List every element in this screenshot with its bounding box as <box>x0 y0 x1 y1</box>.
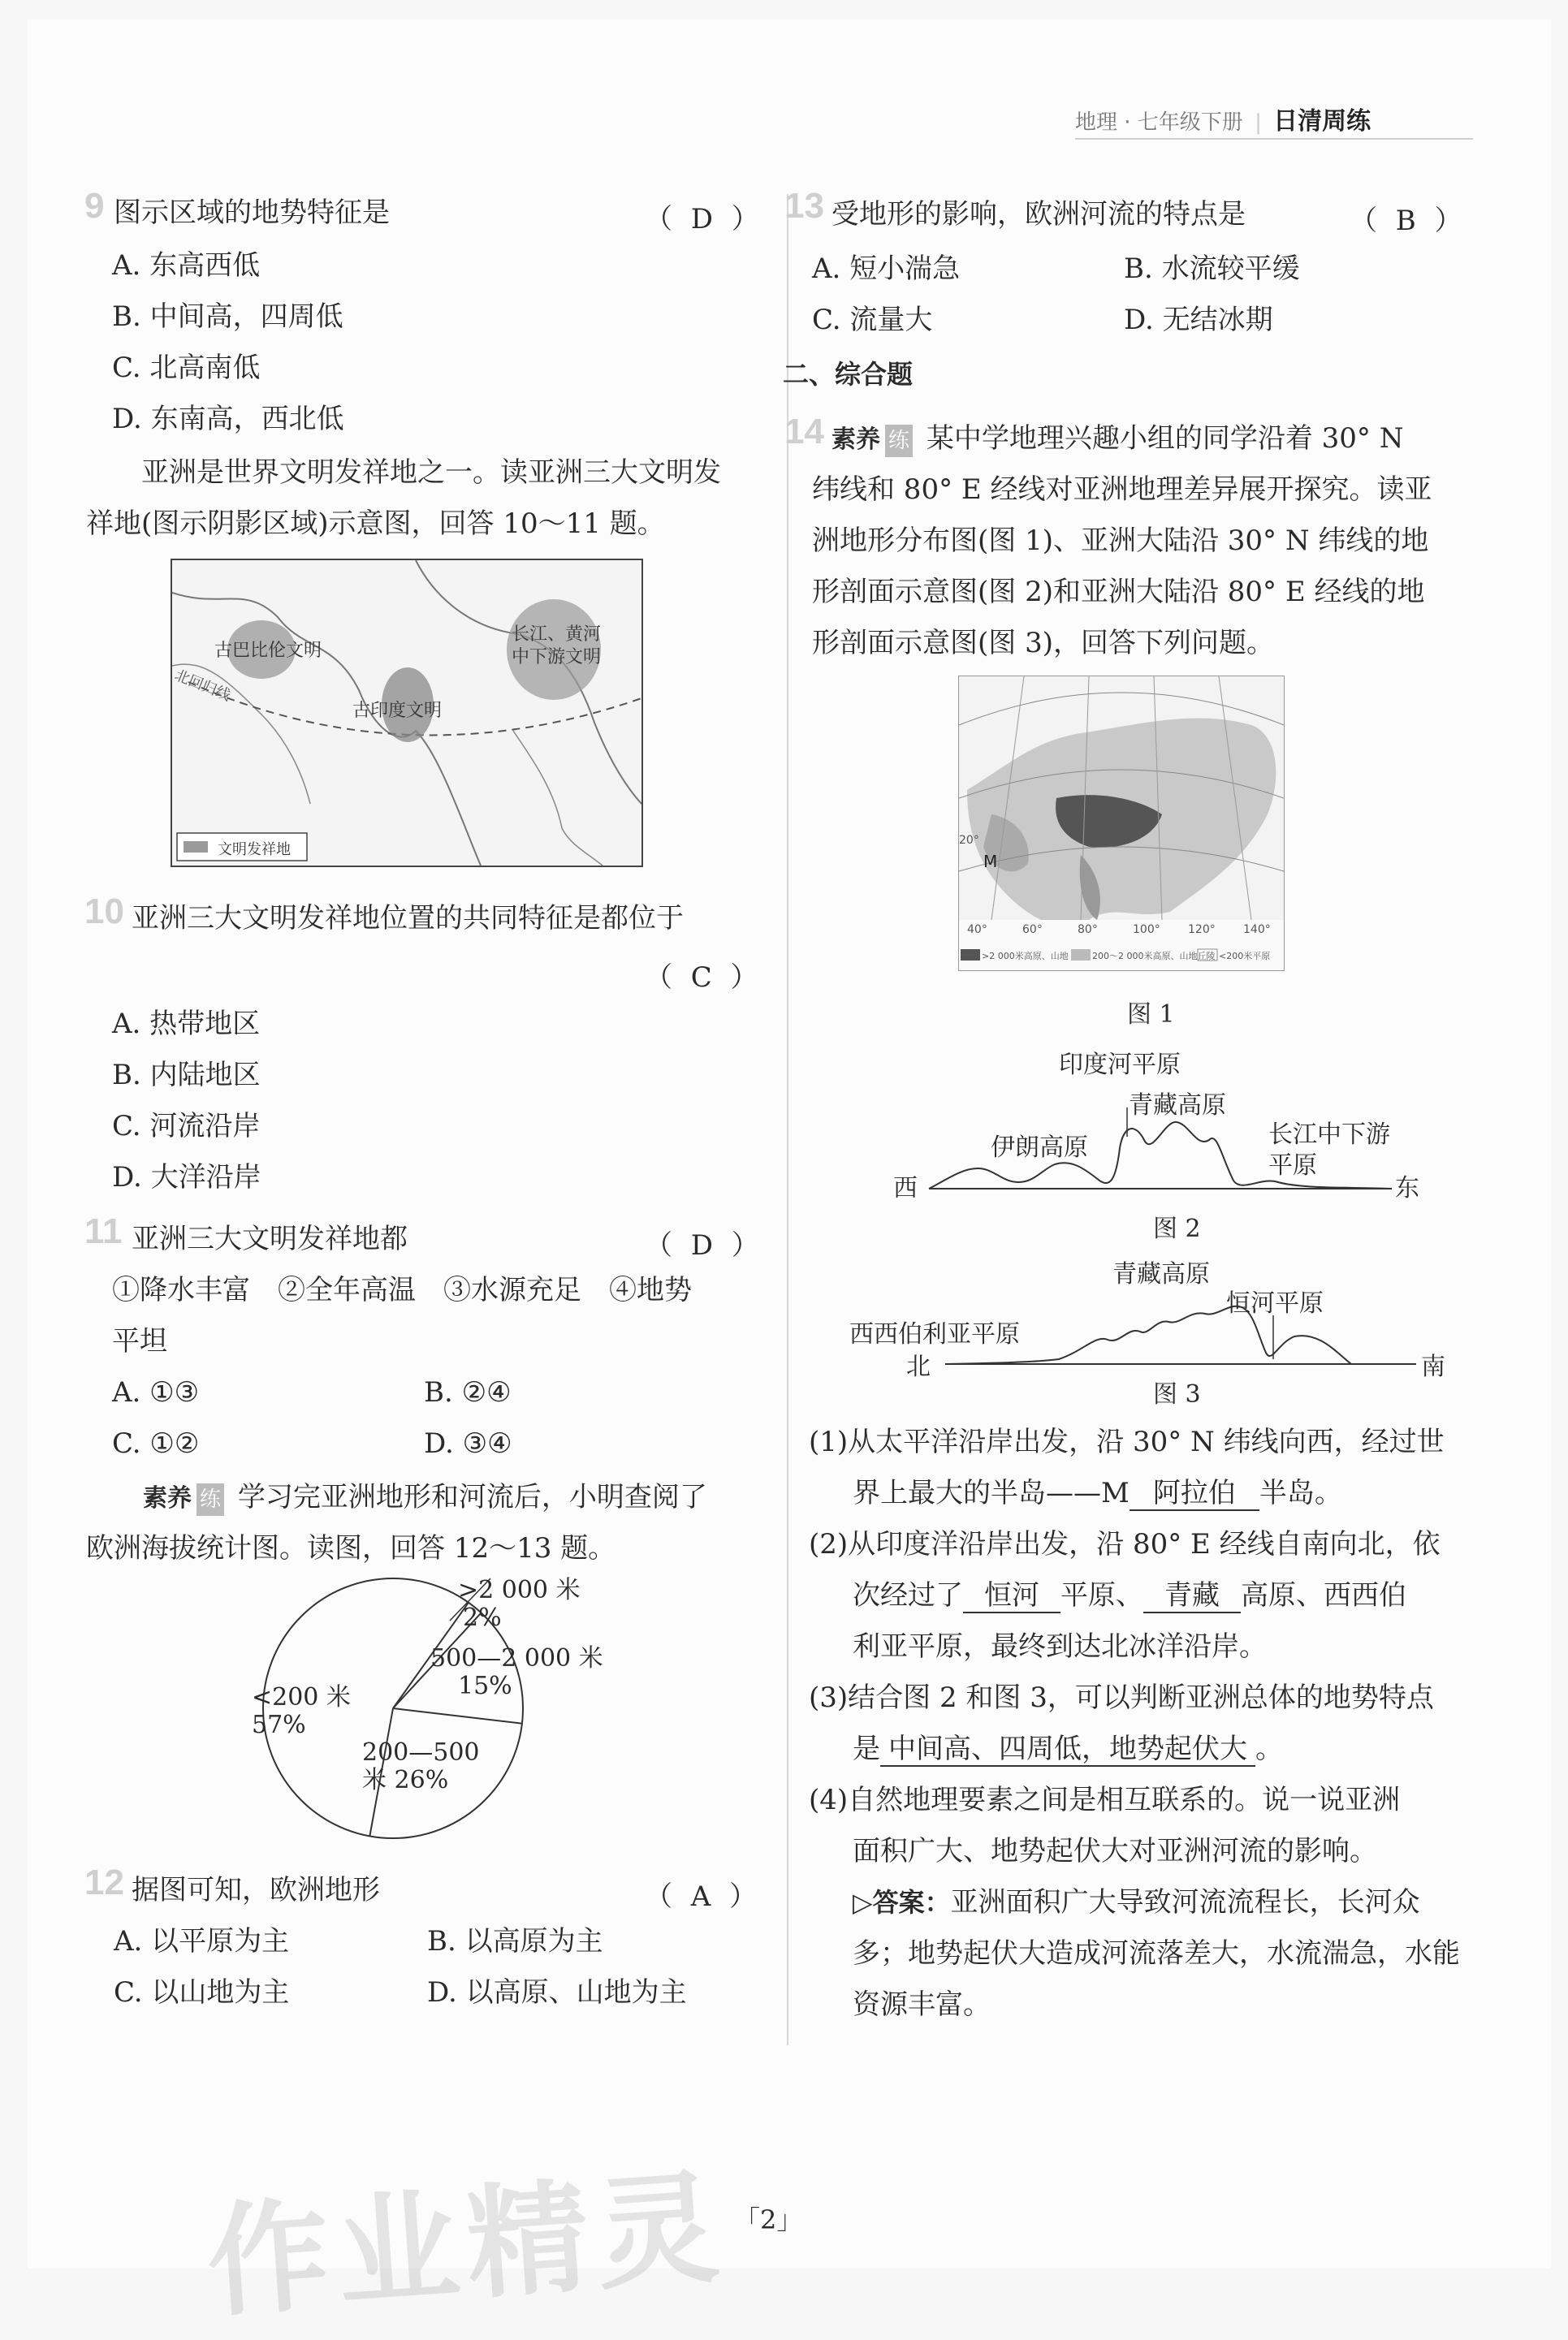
label-tibet-plateau: 青藏高原 <box>1112 1260 1210 1289</box>
intro-text: 祥地(图示阴影区域)示意图，回答 10～11 题。 <box>86 507 665 540</box>
question-stem: 亚洲三大文明发祥地位置的共同特征是都位于 <box>132 902 684 935</box>
label-china: 中下游文明 <box>512 647 602 667</box>
statement-list: ①降水丰富 ②全年高温 ③水源充足 ④地势 <box>112 1274 692 1306</box>
label-ganges-plain: 恒河平原 <box>1226 1289 1324 1318</box>
sub-question-2: (2)从印度洋沿岸出发，沿 80° E 经线自南向北，依 <box>809 1528 1441 1561</box>
option: C. ①② <box>112 1427 200 1460</box>
practice-tag-box: 练 <box>197 1483 224 1516</box>
terrain-map-shapes <box>959 676 1284 970</box>
option: D. 东南高，西北低 <box>112 403 344 435</box>
legend-high: >2 000米高原、山地 <box>982 951 1069 961</box>
direction-north: 北 <box>906 1353 931 1381</box>
option: C. 北高南低 <box>112 352 261 384</box>
pie-label: 2% <box>463 1604 502 1632</box>
question-stem: 洲地形分布图(图 1)、亚洲大陆沿 30° N 纬线的地 <box>812 525 1429 557</box>
figure-caption: 图 3 <box>1153 1380 1201 1409</box>
question-answer: （ B ） <box>1350 205 1467 237</box>
page-number: 「2」 <box>734 2204 803 2235</box>
lng-label: 140° <box>1243 923 1271 936</box>
sub-question-1 <box>853 1477 1342 1511</box>
section-title: 二、综合题 <box>783 359 914 390</box>
page <box>28 19 1551 2335</box>
question-stem: 图示区域的地势特征是 <box>114 196 390 229</box>
option: B. 内陆地区 <box>112 1059 261 1091</box>
label-china: 长江、黄河 <box>512 624 602 645</box>
option: C. 河流沿岸 <box>112 1110 261 1142</box>
direction-west: 西 <box>893 1174 918 1202</box>
label-india: 古印度文明 <box>352 701 443 721</box>
header-subject: 地理 · 七年级下册 <box>1075 110 1243 135</box>
label-m: M <box>983 852 998 871</box>
statement-list: 平坦 <box>112 1325 167 1358</box>
question-answer: （ D ） <box>645 203 764 235</box>
label-siberia-plain: 西西伯利亚平原 <box>849 1320 1020 1349</box>
label-tropic: 北回归线 <box>172 667 233 705</box>
option: B. 以高原为主 <box>427 1925 603 1958</box>
lat-label: 20° <box>959 834 979 847</box>
answer-block <box>853 1886 1420 1919</box>
pie-label: 15% <box>458 1672 512 1700</box>
answer-text: 资源丰富。 <box>853 1988 991 2021</box>
option: D. 以高原、山地为主 <box>427 1976 687 2009</box>
pie-label: 200—500 <box>362 1738 480 1767</box>
lng-label: 100° <box>1133 923 1160 936</box>
direction-east: 东 <box>1395 1174 1419 1202</box>
sub-question-2: 利亚平原，最终到达北冰洋沿岸。 <box>853 1630 1267 1663</box>
label-tibet-plateau: 青藏高原 <box>1129 1091 1226 1120</box>
lng-label: 120° <box>1188 923 1216 936</box>
header-series: 日清周练 <box>1273 107 1371 136</box>
option: A. ①③ <box>112 1376 200 1409</box>
option: D. 大洋沿岸 <box>112 1161 261 1194</box>
sub-question-3 <box>853 1733 1283 1767</box>
option: D. ③④ <box>424 1427 512 1460</box>
question-stem-line: 某中学地理兴趣小组的同学沿着 30° N <box>926 422 1404 455</box>
figure-caption: 图 1 <box>1127 1000 1175 1029</box>
page-header: 地理 · 七年级下册 | 日清周练 <box>1075 107 1371 136</box>
legend-low: <200米平原 <box>1219 951 1271 961</box>
intro-text: 亚洲是世界文明发祥地之一。读亚洲三大文明发 <box>141 456 721 489</box>
civilization-map <box>171 559 643 867</box>
label-babylon: 古巴比伦文明 <box>214 641 322 661</box>
option: A. 短小湍急 <box>812 253 961 285</box>
map-legend: 文明发祥地 <box>218 841 291 858</box>
question-answer: （ D ） <box>645 1229 764 1262</box>
pie-label: >2 000 米 <box>458 1576 581 1604</box>
answer-blank: 中间高、四周低，地势起伏大 <box>880 1733 1255 1767</box>
question-answer: （ C ） <box>645 961 763 994</box>
sub-question-1: (1)从太平洋沿岸出发，沿 30° N 纬线向西，经过世 <box>809 1426 1445 1458</box>
question-stem: 纬线和 80° E 经线对亚洲地理差异展开探究。读亚 <box>812 473 1432 506</box>
question-stem <box>832 422 1403 457</box>
intro-text: 欧洲海拔统计图。读图，回答 12～13 题。 <box>86 1532 616 1565</box>
option: A. 以平原为主 <box>114 1925 290 1958</box>
label-yangtze-plain: 平原 <box>1268 1151 1317 1180</box>
intro-text <box>143 1481 707 1516</box>
question-number: 14 <box>784 412 824 451</box>
sub-question-4: 面积广大、地势起伏大对亚洲河流的影响。 <box>853 1835 1377 1867</box>
question-number: 13 <box>784 186 824 226</box>
legend-mid: 200～2 000米高原、山地丘陵 <box>1092 951 1216 961</box>
direction-south: 南 <box>1421 1353 1445 1381</box>
question-stem: 受地形的影响，欧洲河流的特点是 <box>832 198 1246 231</box>
sub-question-text: 次经过了 <box>853 1579 963 1612</box>
option: B. 水流较平缓 <box>1124 253 1300 285</box>
option: B. 中间高，四周低 <box>112 300 343 333</box>
sub-question-text: 平原、 <box>1060 1579 1143 1612</box>
option: C. 流量大 <box>812 304 933 336</box>
option: C. 以山地为主 <box>114 1976 290 2009</box>
question-number: 11 <box>84 1211 123 1251</box>
pie-label: 57% <box>252 1711 306 1739</box>
sub-question-text: 是 <box>853 1733 880 1765</box>
question-number: 9 <box>84 186 105 226</box>
lng-label: 40° <box>967 923 987 936</box>
practice-tag: 素养 <box>832 425 880 454</box>
asia-terrain-map <box>958 676 1285 971</box>
question-answer: （ A ） <box>645 1880 762 1913</box>
option: A. 热带地区 <box>112 1008 261 1040</box>
sub-question-3: (3)结合图 2 和图 3，可以判断亚洲总体的地势特点 <box>809 1682 1434 1714</box>
option: A. 东高西低 <box>112 249 261 282</box>
header-rule <box>1075 138 1473 140</box>
lng-label: 80° <box>1078 923 1098 936</box>
page-number-value: 2 <box>760 2204 777 2235</box>
watermark: 作业精灵 <box>202 2157 732 2335</box>
sub-question-2 <box>853 1579 1406 1613</box>
option: B. ②④ <box>424 1376 512 1409</box>
lng-label: 60° <box>1022 923 1043 936</box>
figure-caption: 图 2 <box>1153 1215 1201 1243</box>
pie-label: 米 26% <box>362 1766 449 1794</box>
question-stem: 形剖面示意图(图 2)和亚洲大陆沿 80° E 经线的地 <box>812 576 1425 608</box>
intro-text-line: 学习完亚洲地形和河流后，小明查阅了 <box>237 1481 707 1513</box>
question-stem: 据图可知，欧洲地形 <box>132 1874 380 1906</box>
option: D. 无结冰期 <box>1124 304 1273 336</box>
question-stem: 形剖面示意图(图 3)，回答下列问题。 <box>812 627 1274 659</box>
answer-blank: 阿拉伯 <box>1130 1477 1259 1511</box>
question-number: 12 <box>84 1863 124 1902</box>
answer-text: 亚洲面积广大导致河流流程长，长河众 <box>950 1886 1420 1919</box>
sub-question-4: (4)自然地理要素之间是相互联系的。说一说亚洲 <box>809 1784 1401 1816</box>
sub-question-text: 高原、西西伯 <box>1241 1579 1406 1612</box>
answer-blank: 青藏 <box>1143 1579 1241 1613</box>
column-divider <box>787 194 788 2045</box>
answer-blank: 恒河 <box>963 1579 1060 1613</box>
answer-label: ▷答案： <box>853 1887 951 1918</box>
question-stem: 亚洲三大文明发祥地都 <box>132 1223 408 1255</box>
label-iran-plateau: 伊朗高原 <box>991 1133 1088 1162</box>
pie-label: 500—2 000 米 <box>430 1644 603 1673</box>
sub-question-text: 界上最大的半岛——M <box>853 1477 1130 1509</box>
practice-tag-box: 练 <box>885 425 913 457</box>
sub-question-text: 。 <box>1255 1733 1283 1765</box>
label-indus-plain: 印度河平原 <box>1059 1051 1181 1079</box>
pie-label: <200 米 <box>252 1683 351 1712</box>
sub-question-text: 半岛。 <box>1259 1477 1342 1509</box>
question-number: 10 <box>84 892 124 931</box>
answer-text: 多；地势起伏大造成河流落差大，水流湍急，水能 <box>853 1937 1460 1970</box>
practice-tag: 素养 <box>143 1484 192 1513</box>
pie-slice-edge <box>393 1708 522 1724</box>
label-yangtze-plain: 长江中下游 <box>1268 1120 1390 1149</box>
